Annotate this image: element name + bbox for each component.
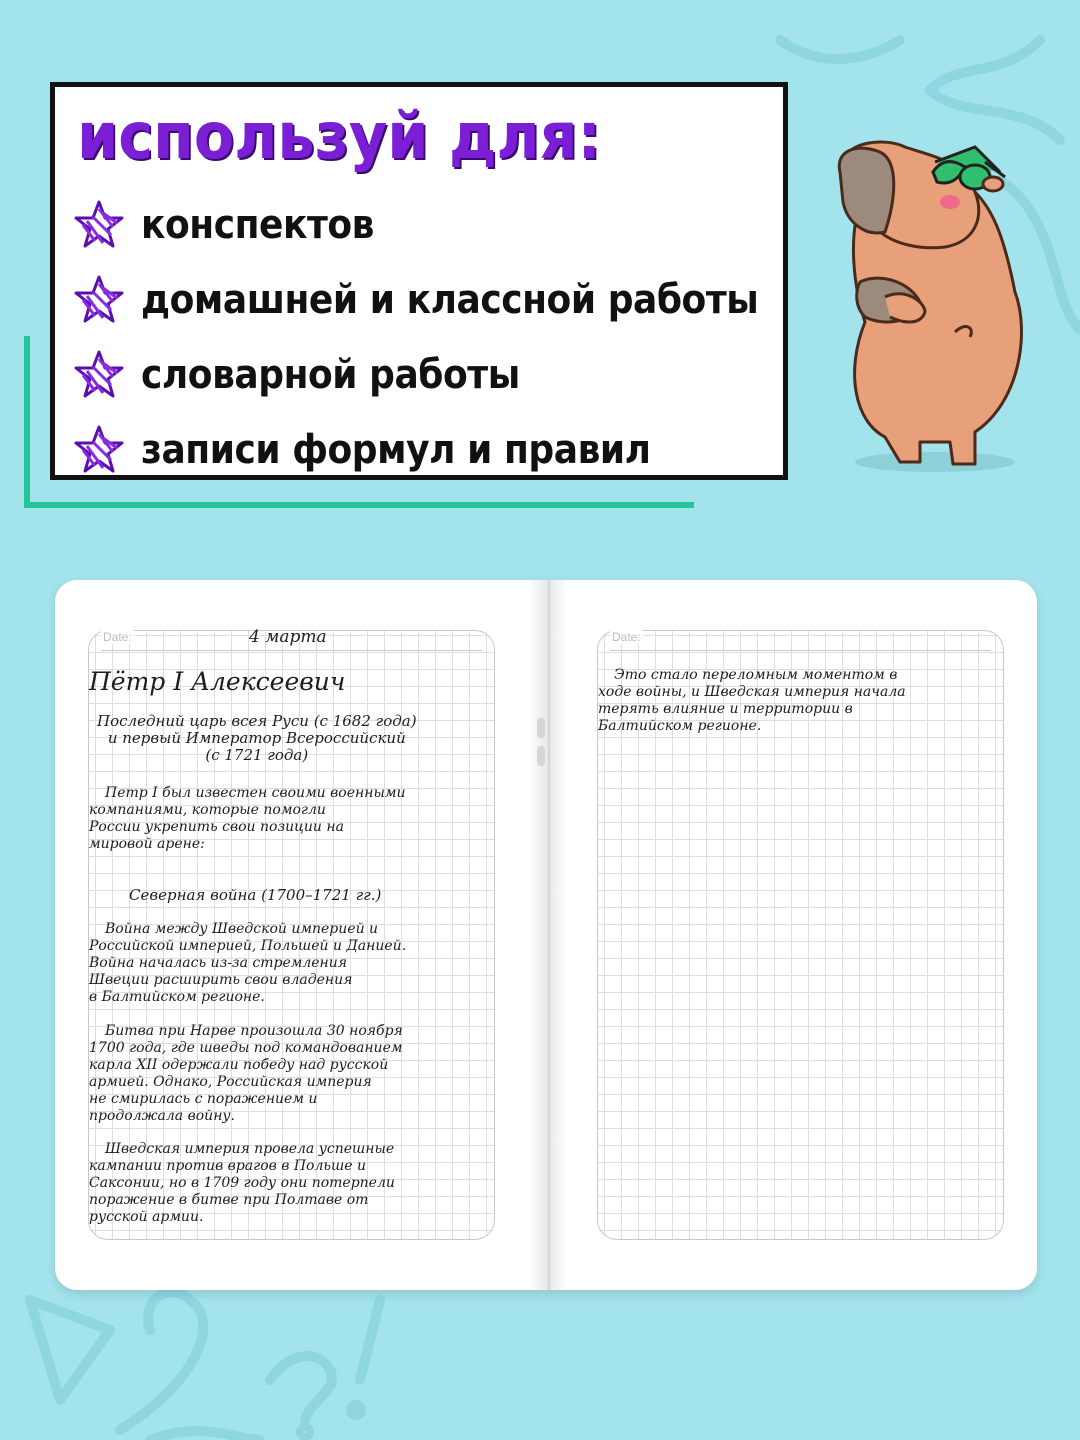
note-paragraph: Это стало переломным моментом в ходе войны, и Шведская империя начала терять влияние и территории в Балтийском регионе. bbox=[598, 667, 906, 734]
feature-text: записи формул и правил bbox=[141, 426, 651, 473]
note-paragraph: Битва при Нарве произошла 30 ноября 1700 года, где шведы под командованием карла XII одержали победу над русской армией. Однако, Российская империя не смирилась с поражением и продолжала войну. bbox=[89, 1023, 403, 1124]
feature-item bbox=[73, 187, 827, 262]
date-line bbox=[610, 650, 991, 651]
right-page bbox=[597, 630, 1004, 1240]
date-label: Date: bbox=[612, 630, 641, 644]
note-paragraph: Шведская империя провела успешные кампании против врагов в Польше и Саксонии, но в 1709 году они потерпели поражение в битве при Полтаве от русской армии. bbox=[89, 1141, 395, 1225]
promo-accent-line-vertical bbox=[24, 336, 30, 508]
feature-item bbox=[73, 412, 827, 487]
feature-text: словарной работы bbox=[141, 351, 520, 398]
note-paragraph: Петр I был известен своими военными компаниями, которые помогли России укрепить свои позиции на мировой арене: bbox=[89, 785, 406, 852]
star-icon bbox=[73, 199, 125, 251]
promo-accent-line bbox=[24, 502, 694, 508]
star-icon bbox=[73, 274, 125, 326]
feature-item bbox=[73, 337, 827, 412]
star-icon bbox=[73, 424, 125, 476]
feature-list bbox=[73, 187, 827, 487]
date-line bbox=[101, 650, 482, 651]
feature-item bbox=[73, 262, 827, 337]
spine-tab bbox=[537, 746, 545, 766]
left-page bbox=[88, 627, 495, 1240]
spine-tab bbox=[537, 718, 545, 738]
note-heading: Северная война (1700–1721 гг.) bbox=[129, 886, 382, 904]
capybara-mascot bbox=[825, 132, 1035, 477]
promo-card bbox=[50, 82, 788, 480]
notebook-spine bbox=[529, 580, 569, 1290]
date-label: Date: bbox=[103, 630, 132, 644]
feature-text: конспектов bbox=[141, 201, 374, 248]
date-value: 4 марта bbox=[249, 627, 327, 647]
note-title: Пётр I Алексеевич bbox=[89, 667, 346, 696]
notebook-spread bbox=[55, 580, 1037, 1290]
note-subtitle: Последний царь всея Руси (с 1682 года) и первый Император Всероссийский (с 1721 года) bbox=[97, 712, 417, 764]
promo-title: используй для: bbox=[77, 100, 602, 174]
note-paragraph: Война между Шведской империей и Российской империей, Польшей и Данией. Война началась из-за стремления Швеции расширить свои владения в Балтийском регионе. bbox=[89, 921, 407, 1005]
feature-text: домашней и классной работы bbox=[141, 276, 759, 323]
star-icon bbox=[73, 349, 125, 401]
